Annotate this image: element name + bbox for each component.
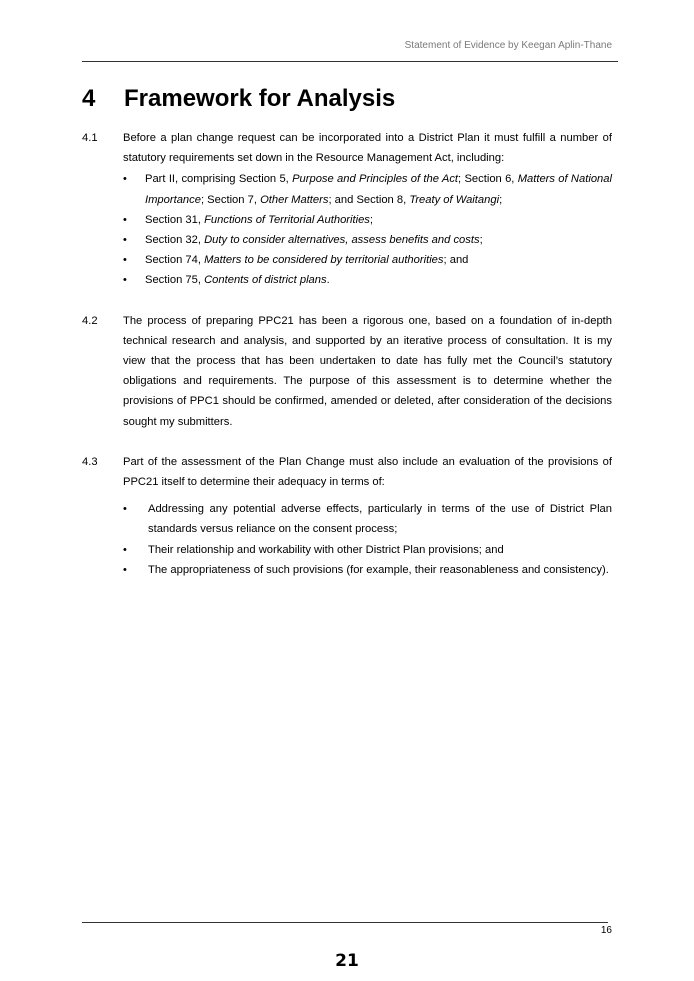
bullet-icon: • xyxy=(123,254,127,267)
bullet-icon: • xyxy=(123,213,127,226)
running-header: Statement of Evidence by Keegan Aplin-Thane xyxy=(404,40,612,51)
paragraph-number: 4.1 xyxy=(82,132,98,144)
section-title: Framework for Analysis xyxy=(124,85,396,112)
italic-text-run: Matters of National Importance xyxy=(145,173,612,206)
bullet-icon: • xyxy=(123,543,127,556)
text-run: ; Section 7, xyxy=(200,193,261,206)
paragraph-4-3 xyxy=(82,452,612,580)
text-run: Addressing any potential adverse effects, particularly in terms of the use of District Plan standards versus reliance on the consent process; xyxy=(148,503,612,536)
italic-text-run: Functions of Territorial Authorities xyxy=(204,213,370,226)
paragraph-text: The process of preparing PPC21 has been a rigorous one, based on a foundation of in-depth technical research and analysis, and supported by an iterative process of consultation. It is my view that the process that has been undertaken to date has fully met the Council’s statutory obligations and requirements. The purpose of this assessment is to determine whether the provisions of PPC1 should be confirmed, amended or deleted, after consideration of the decisions sought my submitters. xyxy=(123,314,612,428)
text-run: Section 74, xyxy=(145,254,205,267)
section-heading xyxy=(82,84,395,114)
text-run: Part II, comprising Section 5, xyxy=(145,173,293,186)
list-item xyxy=(123,230,612,250)
footer-divider xyxy=(82,922,608,923)
text-run: Their relationship and workability with other District Plan provisions; and xyxy=(148,543,504,556)
list-item xyxy=(123,270,612,290)
text-run: Section 31, xyxy=(145,213,205,226)
bullet-icon: • xyxy=(123,234,127,247)
text-run: ; Section 6, xyxy=(458,173,518,186)
text-run: . xyxy=(326,274,330,287)
document-page-number: 21 xyxy=(335,951,359,971)
header-divider xyxy=(82,61,618,62)
footer-page-number: 16 xyxy=(600,925,612,936)
paragraph-spacer xyxy=(82,291,612,311)
italic-text-run: Other Matters xyxy=(260,193,329,206)
italic-text-run: Contents of district plans xyxy=(204,274,327,287)
statutory-requirements-list xyxy=(123,169,612,290)
document-body xyxy=(82,128,612,580)
list-item xyxy=(123,560,612,580)
paragraph-text: Part of the assessment of the Plan Change must also include an evaluation of the provisions of PPC21 itself to determine their adequacy in terms of: xyxy=(123,455,612,489)
paragraph-4-1 xyxy=(82,128,612,291)
section-number: 4 xyxy=(82,85,96,112)
text-run: Section 32, xyxy=(145,234,205,247)
bullet-icon: • xyxy=(123,503,127,516)
italic-text-run: Treaty of Waitangi xyxy=(409,193,500,206)
text-run: The appropriateness of such provisions (for example, their reasonableness and consistency). xyxy=(148,563,609,576)
text-run: ; and xyxy=(443,254,469,267)
paragraph-number: 4.3 xyxy=(82,455,98,468)
bullet-icon: • xyxy=(123,563,127,576)
italic-text-run: Matters to be considered by territorial authorities xyxy=(204,254,444,267)
list-item xyxy=(123,169,612,209)
assessment-criteria-list xyxy=(123,499,612,580)
list-item xyxy=(123,499,612,539)
bullet-icon: • xyxy=(123,173,127,186)
paragraph-number: 4.2 xyxy=(82,314,98,327)
text-run: ; and Section 8, xyxy=(328,193,410,206)
list-item xyxy=(123,250,612,270)
italic-text-run: Duty to consider alternatives, assess benefits and costs xyxy=(204,234,480,247)
paragraph-spacer xyxy=(82,432,612,452)
bullet-icon: • xyxy=(123,274,127,287)
paragraph-4-2 xyxy=(82,311,612,432)
text-run: Section 75, xyxy=(145,274,205,287)
text-run: ; xyxy=(369,213,374,226)
italic-text-run: Purpose and Principles of the Act xyxy=(292,173,459,186)
text-run: ; xyxy=(499,193,503,206)
text-run: ; xyxy=(479,234,483,247)
paragraph-text: Before a plan change request can be incorporated into a District Plan it must fulfill a number of statutory requirements set down in the Resource Management Act, including: xyxy=(123,132,612,165)
list-item xyxy=(123,540,612,560)
list-item xyxy=(123,210,612,230)
